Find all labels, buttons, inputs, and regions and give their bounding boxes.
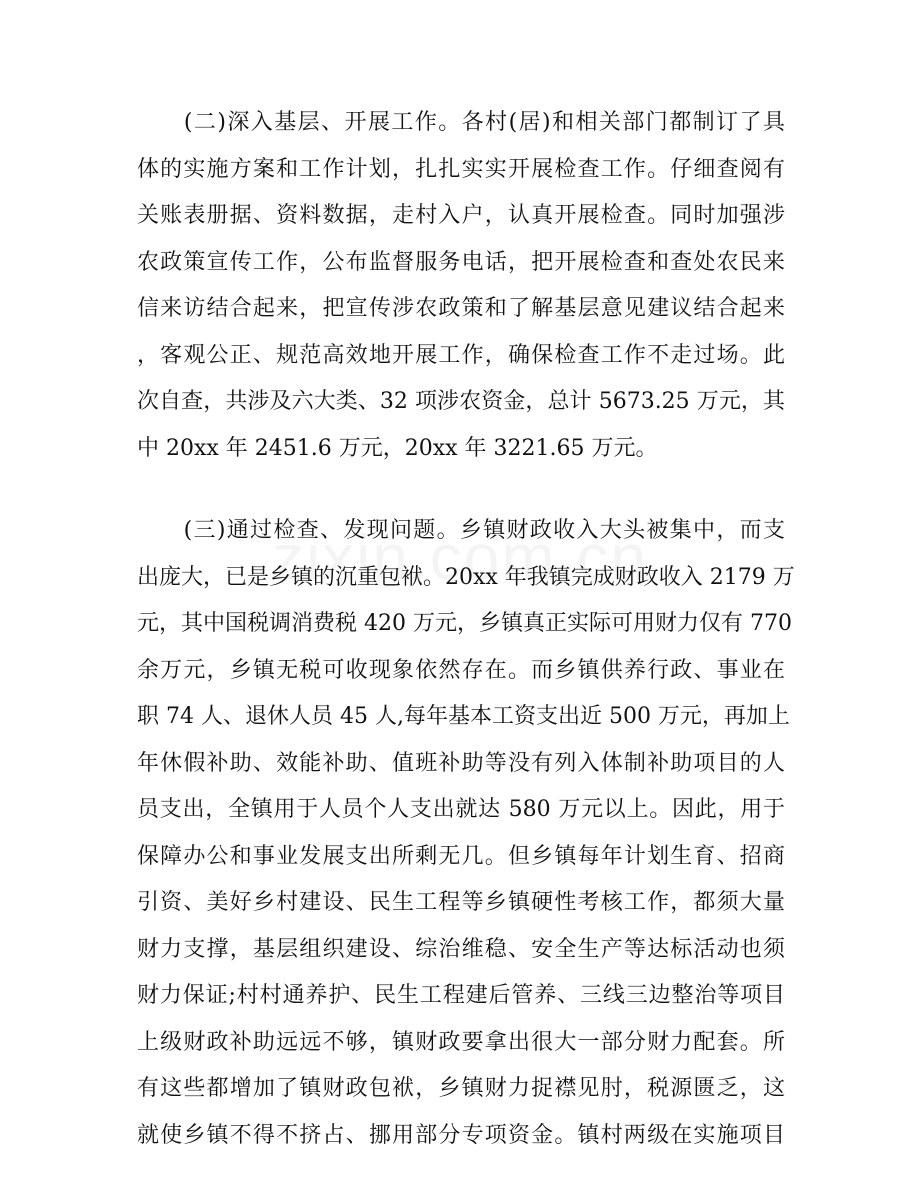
text-line: 上级财政补助远远不够，镇财政要拿出很大一部分财力配套。所 — [137, 1029, 785, 1055]
text-line: 农政策宣传工作，公布监督服务电话，把开展检查和查处农民来 — [137, 249, 785, 275]
text-line: (三)通过检查、发现问题。乡镇财政收入大头被集中，而支 — [137, 518, 785, 543]
text-line: 财力支撑，基层组织建设、综治维稳、安全生产等达标活动也须 — [137, 936, 785, 962]
text-line: 职 74 人、退休人员 45 人,每年基本工资支出近 500 万元，再加上 — [137, 704, 790, 729]
paragraph-2 — [137, 100, 785, 472]
text-line: 员支出，全镇用于人员个人支出就达 580 万元以上。因此，用于 — [137, 797, 785, 822]
text-line: 中 20xx 年 2451.6 万元，20xx 年 3221.65 万元。 — [137, 435, 658, 461]
text-line: 关账表册据、资料数据，走村入户，认真开展检查。同时加强涉 — [137, 203, 785, 228]
text-line: (二)深入基层、开展工作。各村(居)和相关部门都制订了具 — [137, 110, 785, 135]
text-line: 年休假补助、效能补助、值班补助等没有列入体制补助项目的人 — [137, 750, 785, 776]
text-line: 元，其中国税调消费税 420 万元，乡镇真正实际可用财力仅有 770 — [137, 611, 792, 636]
text-line: 体的实施方案和工作计划，扎扎实实开展检查工作。仔细查阅有 — [137, 156, 785, 182]
text-line: 次自查，共涉及六大类、32 项涉农资金，总计 5673.25 万元，其 — [137, 389, 785, 414]
text-line: 有这些都增加了镇财政包袱，乡镇财力捉襟见肘，税源匮乏，这 — [137, 1076, 785, 1101]
text-line: ，客观公正、规范高效地开展工作，确保检查工作不走过场。此 — [137, 342, 785, 368]
document-body — [137, 100, 795, 1159]
text-line: 财力保证;村村通养护、民生工程建后管养、三线三边整治等项目 — [137, 983, 785, 1008]
text-line: 余万元，乡镇无税可收现象依然存在。而乡镇供养行政、事业在 — [137, 657, 785, 683]
text-line: 保障办公和事业发展支出所剩无几。但乡镇每年计划生育、招商 — [137, 843, 785, 869]
paragraph-spacer — [137, 472, 785, 508]
text-line: 信来访结合起来，把宣传涉农政策和了解基层意见建议结合起来 — [137, 296, 785, 321]
text-line: 出庞大，已是乡镇的沉重包袱。20xx 年我镇完成财政收入 2179 万 — [137, 564, 795, 590]
paragraph-3 — [137, 508, 795, 1159]
text-line: 就使乡镇不得不挤占、挪用部分专项资金。镇村两级在实施项目 — [137, 1122, 785, 1148]
text-line: 引资、美好乡村建设、民生工程等乡镇硬性考核工作，都须大量 — [137, 890, 785, 915]
